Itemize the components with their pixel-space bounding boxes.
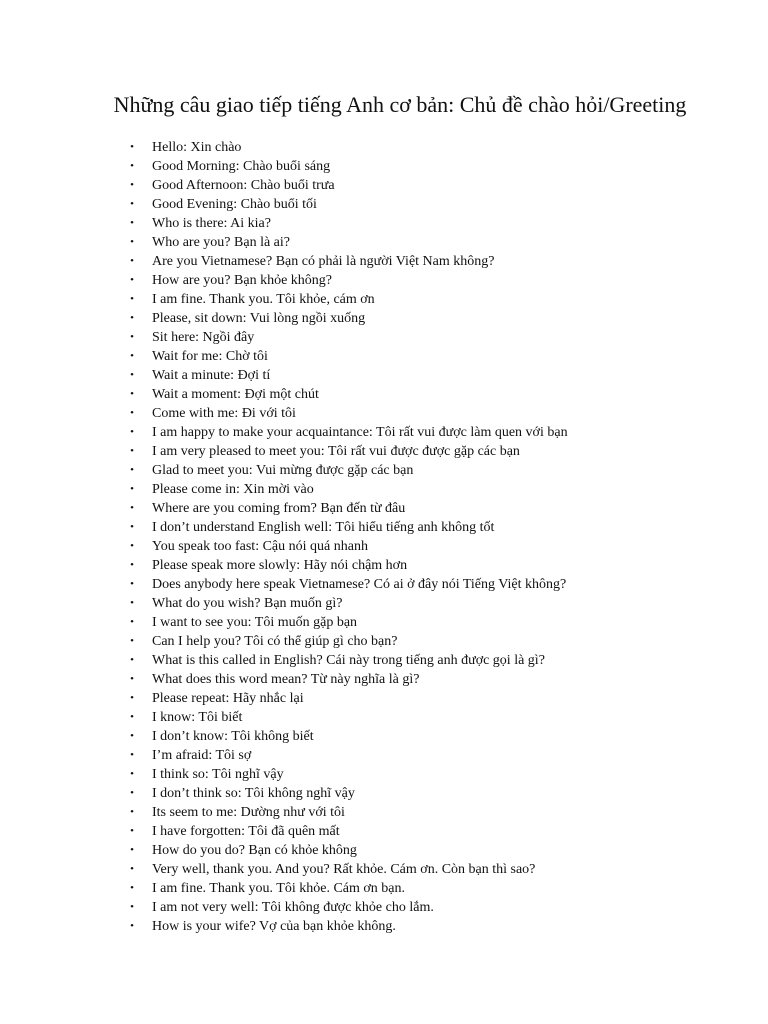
list-item-text: Very well, thank you. And you? Rất khỏe. Cám ơn. Còn bạn thì sao? [152, 862, 536, 877]
list-item [0, 347, 768, 366]
list-item-text: Wait for me: Chờ tôi [152, 349, 268, 364]
list-item [0, 195, 768, 214]
bullet-icon: • [130, 673, 134, 685]
list-item-text: Are you Vietnamese? Bạn có phải là người Việt Nam không? [152, 254, 495, 269]
list-item-text: Good Afternoon: Chào buổi trưa [152, 178, 335, 193]
list-item [0, 328, 768, 347]
list-item [0, 746, 768, 765]
list-item-text: What does this word mean? Từ này nghĩa là gì? [152, 672, 420, 687]
list-item [0, 366, 768, 385]
list-item-text: How do you do? Bạn có khỏe không [152, 843, 357, 858]
list-item-text: Come with me: Đi với tôi [152, 406, 296, 421]
bullet-icon: • [130, 863, 134, 875]
list-item [0, 176, 768, 195]
list-item-text: What is this called in English? Cái này trong tiếng anh được gọi là gì? [152, 653, 545, 668]
list-item-text: I think so: Tôi nghĩ vậy [152, 767, 284, 782]
list-item-text: Where are you coming from? Bạn đến từ đâu [152, 501, 406, 516]
list-item-text: Can I help you? Tôi có thể giúp gì cho bạn? [152, 634, 398, 649]
list-item [0, 860, 768, 879]
list-item-text: Does anybody here speak Vietnamese? Có ai ở đây nói Tiếng Việt không? [152, 577, 567, 592]
list-item [0, 138, 768, 157]
list-item-text: I am fine. Thank you. Tôi khỏe. Cám ơn bạn. [152, 881, 406, 896]
bullet-icon: • [130, 236, 134, 248]
list-item [0, 670, 768, 689]
list-item [0, 309, 768, 328]
bullet-icon: • [130, 179, 134, 191]
bullet-icon: • [130, 160, 134, 172]
list-item [0, 252, 768, 271]
list-item [0, 651, 768, 670]
list-item-text: You speak too fast: Cậu nói quá nhanh [152, 539, 368, 554]
list-item [0, 214, 768, 233]
bullet-icon: • [130, 141, 134, 153]
bullet-icon: • [130, 825, 134, 837]
list-item [0, 385, 768, 404]
bullet-icon: • [130, 540, 134, 552]
bullet-icon: • [130, 426, 134, 438]
bullet-icon: • [130, 730, 134, 742]
list-item-text: Who are you? Bạn là ai? [152, 235, 290, 250]
list-item [0, 898, 768, 917]
bullet-icon: • [130, 198, 134, 210]
list-item [0, 423, 768, 442]
list-item-text: I am happy to make your acquaintance: Tôi rất vui được làm quen với bạn [152, 425, 568, 440]
bullet-icon: • [130, 597, 134, 609]
list-item-text: I don’t understand English well: Tôi hiểu tiếng anh không tốt [152, 520, 495, 535]
list-item-text: I’m afraid: Tôi sợ [152, 748, 252, 763]
list-item-text: Who is there: Ai kia? [152, 216, 271, 231]
bullet-icon: • [130, 749, 134, 761]
list-item [0, 594, 768, 613]
list-item-text: I don’t know: Tôi không biết [152, 729, 314, 744]
phrase-list [0, 138, 768, 936]
list-item-text: Good Evening: Chào buổi tối [152, 197, 317, 212]
list-item [0, 917, 768, 936]
list-item [0, 803, 768, 822]
list-item [0, 727, 768, 746]
list-item [0, 575, 768, 594]
list-item-text: I have forgotten: Tôi đã quên mất [152, 824, 340, 839]
list-item-text: Please speak more slowly: Hãy nói chậm hơn [152, 558, 408, 573]
bullet-icon: • [130, 255, 134, 267]
list-item-text: What do you wish? Bạn muốn gì? [152, 596, 343, 611]
list-item [0, 765, 768, 784]
list-item [0, 784, 768, 803]
bullet-icon: • [130, 217, 134, 229]
list-item-text: Please come in: Xin mời vào [152, 482, 314, 497]
list-item-text: Wait a moment: Đợi một chút [152, 387, 319, 402]
list-item [0, 537, 768, 556]
list-item [0, 157, 768, 176]
list-item-text: Please repeat: Hãy nhắc lại [152, 691, 304, 706]
bullet-icon: • [130, 920, 134, 932]
bullet-icon: • [130, 502, 134, 514]
bullet-icon: • [130, 312, 134, 324]
list-item [0, 480, 768, 499]
list-item [0, 556, 768, 575]
bullet-icon: • [130, 331, 134, 343]
bullet-icon: • [130, 844, 134, 856]
bullet-icon: • [130, 388, 134, 400]
list-item [0, 689, 768, 708]
list-item [0, 708, 768, 727]
bullet-icon: • [130, 578, 134, 590]
bullet-icon: • [130, 616, 134, 628]
list-item [0, 518, 768, 537]
list-item-text: Good Morning: Chào buổi sáng [152, 159, 331, 174]
list-item [0, 404, 768, 423]
bullet-icon: • [130, 483, 134, 495]
list-item-text: Sit here: Ngồi đây [152, 330, 255, 345]
list-item-text: I am not very well: Tôi không được khỏe cho lắm. [152, 900, 434, 915]
bullet-icon: • [130, 293, 134, 305]
bullet-icon: • [130, 635, 134, 647]
bullet-icon: • [130, 274, 134, 286]
list-item-text: Glad to meet you: Vui mừng được gặp các bạn [152, 463, 414, 478]
bullet-icon: • [130, 901, 134, 913]
list-item-text: I am fine. Thank you. Tôi khỏe, cám ơn [152, 292, 375, 307]
list-item [0, 233, 768, 252]
list-item-text: I know: Tôi biết [152, 710, 243, 725]
list-item-text: Wait a minute: Đợi tí [152, 368, 271, 383]
bullet-icon: • [130, 806, 134, 818]
list-item [0, 841, 768, 860]
bullet-icon: • [130, 711, 134, 723]
list-item-text: Its seem to me: Dường như với tôi [152, 805, 345, 820]
bullet-icon: • [130, 369, 134, 381]
list-item [0, 290, 768, 309]
bullet-icon: • [130, 521, 134, 533]
bullet-icon: • [130, 445, 134, 457]
bullet-icon: • [130, 882, 134, 894]
bullet-icon: • [130, 559, 134, 571]
bullet-icon: • [130, 787, 134, 799]
document-title: Những câu giao tiếp tiếng Anh cơ bản: Chủ đề chào hỏi/Greeting [113, 92, 687, 117]
list-item [0, 632, 768, 651]
bullet-icon: • [130, 654, 134, 666]
list-item-text: How are you? Bạn khỏe không? [152, 273, 333, 288]
list-item [0, 442, 768, 461]
bullet-icon: • [130, 350, 134, 362]
bullet-icon: • [130, 407, 134, 419]
list-item [0, 879, 768, 898]
bullet-icon: • [130, 768, 134, 780]
list-item [0, 499, 768, 518]
list-item-text: I am very pleased to meet you: Tôi rất vui được được gặp các bạn [152, 444, 520, 459]
bullet-icon: • [130, 692, 134, 704]
list-item [0, 822, 768, 841]
list-item-text: Hello: Xin chào [152, 140, 242, 155]
list-item [0, 613, 768, 632]
bullet-icon: • [130, 464, 134, 476]
list-item [0, 271, 768, 290]
list-item [0, 461, 768, 480]
list-item-text: How is your wife? Vợ của bạn khỏe không. [152, 919, 396, 934]
list-item-text: I don’t think so: Tôi không nghĩ vậy [152, 786, 355, 801]
list-item-text: I want to see you: Tôi muốn gặp bạn [152, 615, 358, 630]
list-item-text: Please, sit down: Vui lòng ngồi xuống [152, 311, 366, 326]
